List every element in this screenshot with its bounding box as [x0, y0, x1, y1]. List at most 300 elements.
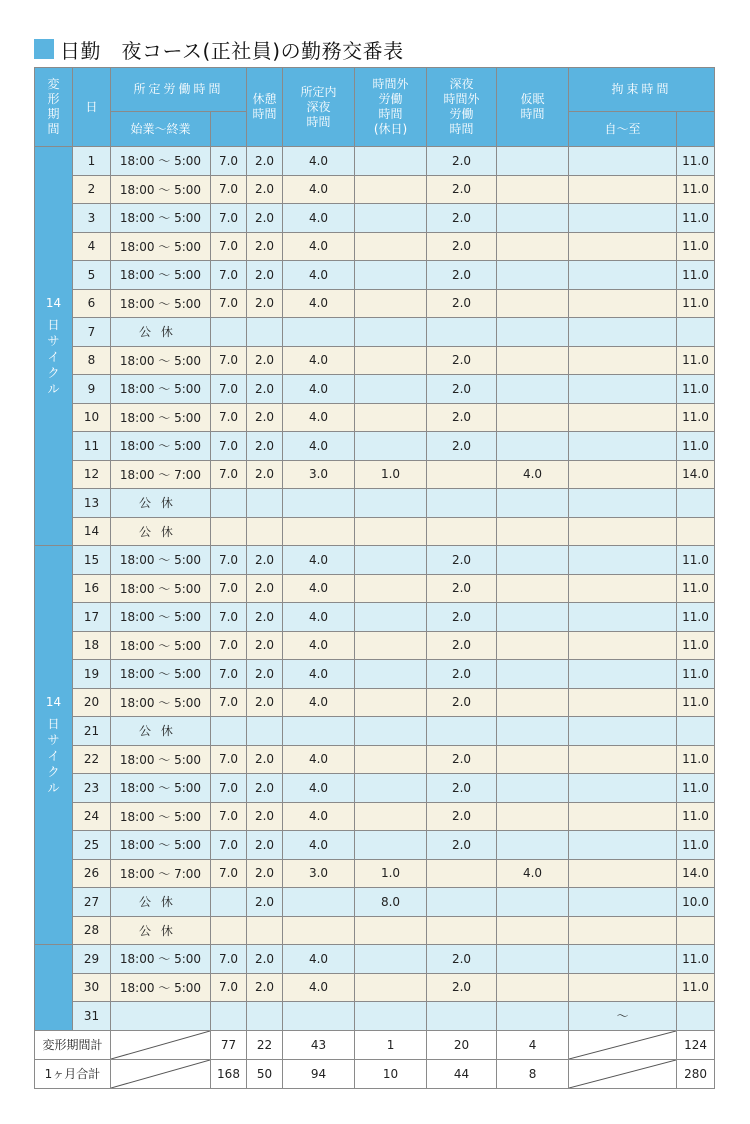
work-hours-cell: 7.0 — [211, 859, 247, 888]
day-cell: 24 — [73, 802, 111, 831]
table-row — [35, 346, 715, 375]
total-work-cell: 168 — [211, 1059, 247, 1088]
work-hours-cell: 7.0 — [211, 204, 247, 233]
scheduled-night-cell: 4.0 — [283, 774, 355, 803]
restraint-cell: 11.0 — [677, 403, 715, 432]
from-to-cell — [569, 346, 677, 375]
from-to-cell — [569, 232, 677, 261]
nap-cell — [497, 945, 569, 974]
day-cell: 10 — [73, 403, 111, 432]
from-to-cell — [569, 517, 677, 546]
overtime-holiday-cell: 1.0 — [355, 460, 427, 489]
from-to-cell — [569, 460, 677, 489]
overtime-holiday-cell — [355, 318, 427, 347]
break-cell — [247, 517, 283, 546]
header-restraint: 拘束時間 — [569, 68, 715, 112]
scheduled-night-cell — [283, 916, 355, 945]
scheduled-night-cell: 4.0 — [283, 261, 355, 290]
nap-cell — [497, 232, 569, 261]
table-row — [35, 888, 715, 917]
header-blank-restraint — [677, 112, 715, 147]
overtime-holiday-cell — [355, 1002, 427, 1031]
restraint-cell: 11.0 — [677, 945, 715, 974]
overtime-holiday-cell — [355, 175, 427, 204]
scheduled-night-cell: 3.0 — [283, 460, 355, 489]
restraint-cell: 11.0 — [677, 802, 715, 831]
break-cell: 2.0 — [247, 945, 283, 974]
nap-cell — [497, 603, 569, 632]
table-row — [35, 546, 715, 575]
total-work-cell: 77 — [211, 1030, 247, 1059]
overtime-holiday-cell — [355, 232, 427, 261]
restraint-cell — [677, 318, 715, 347]
nap-cell — [497, 831, 569, 860]
work-hours-cell — [211, 489, 247, 518]
night-overtime-cell: 2.0 — [427, 745, 497, 774]
nap-cell — [497, 973, 569, 1002]
total-ot-cell: 1 — [355, 1030, 427, 1059]
diagonal-slash-cell — [111, 1059, 211, 1088]
restraint-cell — [677, 1002, 715, 1031]
night-overtime-cell: 2.0 — [427, 603, 497, 632]
from-to-cell — [569, 688, 677, 717]
total-brk-cell: 50 — [247, 1059, 283, 1088]
restraint-cell: 11.0 — [677, 289, 715, 318]
table-row — [35, 289, 715, 318]
nap-cell — [497, 574, 569, 603]
scheduled-night-cell: 4.0 — [283, 945, 355, 974]
restraint-cell: 11.0 — [677, 745, 715, 774]
scheduled-night-cell: 4.0 — [283, 432, 355, 461]
work-hours-cell: 7.0 — [211, 346, 247, 375]
header-start-end: 始業～終業 — [111, 112, 211, 147]
time-cell: 公 休 — [111, 489, 211, 518]
restraint-cell: 11.0 — [677, 774, 715, 803]
restraint-cell: 11.0 — [677, 261, 715, 290]
scheduled-night-cell: 4.0 — [283, 688, 355, 717]
day-cell: 7 — [73, 318, 111, 347]
from-to-cell — [569, 289, 677, 318]
overtime-holiday-cell — [355, 945, 427, 974]
table-row — [35, 660, 715, 689]
table-row — [35, 688, 715, 717]
overtime-holiday-cell — [355, 802, 427, 831]
time-cell: 18:00 ～ 5:00 — [111, 831, 211, 860]
overtime-holiday-cell — [355, 831, 427, 860]
period-label: ル — [47, 382, 60, 396]
overtime-holiday-cell — [355, 289, 427, 318]
night-overtime-cell: 2.0 — [427, 546, 497, 575]
scheduled-night-cell: 4.0 — [283, 631, 355, 660]
nap-cell — [497, 147, 569, 176]
nap-cell — [497, 318, 569, 347]
time-cell: 公 休 — [111, 318, 211, 347]
restraint-cell — [677, 517, 715, 546]
work-hours-cell: 7.0 — [211, 432, 247, 461]
overtime-holiday-cell — [355, 432, 427, 461]
header-from-to: 自～至 — [569, 112, 677, 147]
night-overtime-cell: 2.0 — [427, 403, 497, 432]
time-cell: 18:00 ～ 7:00 — [111, 859, 211, 888]
day-cell: 12 — [73, 460, 111, 489]
night-overtime-cell — [427, 916, 497, 945]
table-row — [35, 603, 715, 632]
scheduled-night-cell — [283, 489, 355, 518]
from-to-cell — [569, 403, 677, 432]
table-row — [35, 147, 715, 176]
time-cell: 18:00 ～ 5:00 — [111, 660, 211, 689]
time-cell: 18:00 ～ 5:00 — [111, 688, 211, 717]
break-cell — [247, 717, 283, 746]
from-to-cell: ～ — [569, 1002, 677, 1031]
from-to-cell — [569, 717, 677, 746]
total-row — [35, 1030, 715, 1059]
break-cell: 2.0 — [247, 346, 283, 375]
period-label: 日 — [47, 318, 60, 332]
day-cell: 17 — [73, 603, 111, 632]
overtime-holiday-cell — [355, 147, 427, 176]
header-break: 休憩 時間 — [247, 68, 283, 147]
nap-cell — [497, 688, 569, 717]
nap-cell — [497, 774, 569, 803]
overtime-holiday-cell — [355, 774, 427, 803]
from-to-cell — [569, 574, 677, 603]
scheduled-night-cell: 3.0 — [283, 859, 355, 888]
nap-cell: 4.0 — [497, 460, 569, 489]
scheduled-night-cell: 4.0 — [283, 147, 355, 176]
break-cell: 2.0 — [247, 375, 283, 404]
time-cell: 18:00 ～ 5:00 — [111, 631, 211, 660]
from-to-cell — [569, 261, 677, 290]
break-cell: 2.0 — [247, 403, 283, 432]
scheduled-night-cell — [283, 888, 355, 917]
table-row — [35, 204, 715, 233]
period-cell — [35, 945, 73, 1031]
night-overtime-cell: 2.0 — [427, 375, 497, 404]
from-to-cell — [569, 432, 677, 461]
scheduled-night-cell: 4.0 — [283, 574, 355, 603]
total-label: 1ヶ月合計 — [35, 1059, 111, 1088]
overtime-holiday-cell — [355, 688, 427, 717]
work-hours-cell: 7.0 — [211, 973, 247, 1002]
restraint-cell: 11.0 — [677, 603, 715, 632]
overtime-holiday-cell — [355, 204, 427, 233]
break-cell — [247, 1002, 283, 1031]
break-cell: 2.0 — [247, 232, 283, 261]
shift-roster-table — [34, 67, 715, 1089]
break-cell: 2.0 — [247, 660, 283, 689]
nap-cell — [497, 1002, 569, 1031]
break-cell: 2.0 — [247, 688, 283, 717]
day-cell: 20 — [73, 688, 111, 717]
day-cell: 29 — [73, 945, 111, 974]
from-to-cell — [569, 631, 677, 660]
restraint-cell: 11.0 — [677, 432, 715, 461]
total-brk-cell: 22 — [247, 1030, 283, 1059]
break-cell: 2.0 — [247, 147, 283, 176]
time-cell: 公 休 — [111, 717, 211, 746]
overtime-holiday-cell — [355, 489, 427, 518]
total-nightot-cell: 44 — [427, 1059, 497, 1088]
total-nap-cell: 8 — [497, 1059, 569, 1088]
period-cell — [35, 546, 73, 945]
time-cell: 18:00 ～ 5:00 — [111, 945, 211, 974]
day-cell: 30 — [73, 973, 111, 1002]
break-cell — [247, 318, 283, 347]
time-cell: 18:00 ～ 5:00 — [111, 346, 211, 375]
break-cell: 2.0 — [247, 802, 283, 831]
night-overtime-cell: 2.0 — [427, 432, 497, 461]
time-cell: 18:00 ～ 5:00 — [111, 289, 211, 318]
table-row — [35, 318, 715, 347]
scheduled-night-cell: 4.0 — [283, 831, 355, 860]
day-cell: 27 — [73, 888, 111, 917]
restraint-cell: 11.0 — [677, 546, 715, 575]
day-cell: 26 — [73, 859, 111, 888]
overtime-holiday-cell — [355, 574, 427, 603]
time-cell: 18:00 ～ 5:00 — [111, 432, 211, 461]
period-label: ル — [47, 781, 60, 795]
work-hours-cell: 7.0 — [211, 831, 247, 860]
restraint-cell: 14.0 — [677, 460, 715, 489]
time-cell: 18:00 ～ 5:00 — [111, 204, 211, 233]
night-overtime-cell: 2.0 — [427, 688, 497, 717]
from-to-cell — [569, 175, 677, 204]
scheduled-night-cell: 4.0 — [283, 403, 355, 432]
day-cell: 21 — [73, 717, 111, 746]
scheduled-night-cell: 4.0 — [283, 232, 355, 261]
night-overtime-cell: 2.0 — [427, 631, 497, 660]
from-to-cell — [569, 774, 677, 803]
scheduled-night-cell — [283, 517, 355, 546]
nap-cell: 4.0 — [497, 859, 569, 888]
table-row — [35, 831, 715, 860]
work-hours-cell: 7.0 — [211, 631, 247, 660]
period-label: サ — [47, 733, 60, 747]
work-hours-cell — [211, 318, 247, 347]
nap-cell — [497, 517, 569, 546]
table-row — [35, 517, 715, 546]
night-overtime-cell — [427, 517, 497, 546]
work-hours-cell: 7.0 — [211, 232, 247, 261]
time-cell: 公 休 — [111, 888, 211, 917]
header-night-overtime: 深夜 時間外 労働 時間 — [427, 68, 497, 147]
time-cell: 18:00 ～ 5:00 — [111, 802, 211, 831]
from-to-cell — [569, 859, 677, 888]
header-overtime-holiday: 時間外 労働 時間 (休日) — [355, 68, 427, 147]
overtime-holiday-cell — [355, 745, 427, 774]
work-hours-cell: 7.0 — [211, 574, 247, 603]
overtime-holiday-cell — [355, 603, 427, 632]
break-cell: 2.0 — [247, 631, 283, 660]
period-label: ク — [47, 765, 60, 779]
overtime-holiday-cell — [355, 973, 427, 1002]
break-cell: 2.0 — [247, 831, 283, 860]
break-cell — [247, 489, 283, 518]
table-row — [35, 973, 715, 1002]
table-row — [35, 1002, 715, 1031]
period-cell — [35, 147, 73, 546]
table-row — [35, 460, 715, 489]
night-overtime-cell: 2.0 — [427, 175, 497, 204]
night-overtime-cell: 2.0 — [427, 973, 497, 1002]
nap-cell — [497, 175, 569, 204]
work-hours-cell: 7.0 — [211, 375, 247, 404]
break-cell: 2.0 — [247, 204, 283, 233]
overtime-holiday-cell — [355, 261, 427, 290]
nap-cell — [497, 261, 569, 290]
nap-cell — [497, 204, 569, 233]
work-hours-cell: 7.0 — [211, 688, 247, 717]
nap-cell — [497, 717, 569, 746]
restraint-cell: 11.0 — [677, 346, 715, 375]
time-cell: 18:00 ～ 5:00 — [111, 175, 211, 204]
restraint-cell: 11.0 — [677, 631, 715, 660]
day-cell: 18 — [73, 631, 111, 660]
time-cell: 18:00 ～ 5:00 — [111, 774, 211, 803]
time-cell: 18:00 ～ 5:00 — [111, 147, 211, 176]
scheduled-night-cell: 4.0 — [283, 546, 355, 575]
scheduled-night-cell: 4.0 — [283, 204, 355, 233]
diagonal-slash-cell — [569, 1030, 677, 1059]
restraint-cell — [677, 717, 715, 746]
day-cell: 8 — [73, 346, 111, 375]
scheduled-night-cell: 4.0 — [283, 660, 355, 689]
period-label: ク — [47, 366, 60, 380]
header-blank-work — [211, 112, 247, 147]
restraint-cell: 11.0 — [677, 831, 715, 860]
period-label: 14 — [45, 296, 62, 310]
from-to-cell — [569, 888, 677, 917]
work-hours-cell: 7.0 — [211, 261, 247, 290]
total-restraint-cell: 124 — [677, 1030, 715, 1059]
restraint-cell: 11.0 — [677, 232, 715, 261]
night-overtime-cell: 2.0 — [427, 346, 497, 375]
night-overtime-cell: 2.0 — [427, 774, 497, 803]
table-row — [35, 175, 715, 204]
time-cell: 18:00 ～ 5:00 — [111, 973, 211, 1002]
day-cell: 2 — [73, 175, 111, 204]
overtime-holiday-cell — [355, 346, 427, 375]
night-overtime-cell — [427, 318, 497, 347]
work-hours-cell: 7.0 — [211, 403, 247, 432]
overtime-holiday-cell: 8.0 — [355, 888, 427, 917]
break-cell: 2.0 — [247, 460, 283, 489]
break-cell: 2.0 — [247, 175, 283, 204]
day-cell: 1 — [73, 147, 111, 176]
from-to-cell — [569, 745, 677, 774]
scheduled-night-cell: 4.0 — [283, 375, 355, 404]
nap-cell — [497, 546, 569, 575]
scheduled-night-cell: 4.0 — [283, 175, 355, 204]
work-hours-cell: 7.0 — [211, 175, 247, 204]
nap-cell — [497, 660, 569, 689]
restraint-cell: 11.0 — [677, 204, 715, 233]
nap-cell — [497, 375, 569, 404]
restraint-cell: 11.0 — [677, 574, 715, 603]
break-cell: 2.0 — [247, 745, 283, 774]
diagonal-slash-cell — [111, 1030, 211, 1059]
table-row — [35, 489, 715, 518]
total-nightot-cell: 20 — [427, 1030, 497, 1059]
nap-cell — [497, 916, 569, 945]
day-cell: 31 — [73, 1002, 111, 1031]
work-hours-cell: 7.0 — [211, 945, 247, 974]
header-scheduled-hours: 所定労働時間 — [111, 68, 247, 112]
time-cell: 18:00 ～ 5:00 — [111, 232, 211, 261]
time-cell: 公 休 — [111, 517, 211, 546]
day-cell: 5 — [73, 261, 111, 290]
time-cell: 18:00 ～ 5:00 — [111, 375, 211, 404]
scheduled-night-cell — [283, 717, 355, 746]
time-cell — [111, 1002, 211, 1031]
day-cell: 3 — [73, 204, 111, 233]
table-row — [35, 432, 715, 461]
table-row — [35, 375, 715, 404]
nap-cell — [497, 346, 569, 375]
break-cell — [247, 916, 283, 945]
day-cell: 11 — [73, 432, 111, 461]
day-cell: 25 — [73, 831, 111, 860]
restraint-cell: 14.0 — [677, 859, 715, 888]
title-row — [34, 34, 404, 64]
table-row — [35, 859, 715, 888]
header-scheduled-night: 所定内 深夜 時間 — [283, 68, 355, 147]
break-cell: 2.0 — [247, 546, 283, 575]
table-row — [35, 745, 715, 774]
from-to-cell — [569, 973, 677, 1002]
night-overtime-cell — [427, 717, 497, 746]
scheduled-night-cell: 4.0 — [283, 745, 355, 774]
from-to-cell — [569, 147, 677, 176]
restraint-cell: 10.0 — [677, 888, 715, 917]
break-cell: 2.0 — [247, 261, 283, 290]
overtime-holiday-cell — [355, 660, 427, 689]
nap-cell — [497, 631, 569, 660]
table-row — [35, 774, 715, 803]
restraint-cell: 11.0 — [677, 147, 715, 176]
work-hours-cell — [211, 916, 247, 945]
total-night-cell: 43 — [283, 1030, 355, 1059]
total-row — [35, 1059, 715, 1088]
day-cell: 23 — [73, 774, 111, 803]
day-cell: 28 — [73, 916, 111, 945]
day-cell: 19 — [73, 660, 111, 689]
table-row — [35, 717, 715, 746]
night-overtime-cell: 2.0 — [427, 147, 497, 176]
from-to-cell — [569, 831, 677, 860]
night-overtime-cell: 2.0 — [427, 945, 497, 974]
day-cell: 13 — [73, 489, 111, 518]
scheduled-night-cell: 4.0 — [283, 973, 355, 1002]
overtime-holiday-cell — [355, 717, 427, 746]
break-cell: 2.0 — [247, 888, 283, 917]
from-to-cell — [569, 318, 677, 347]
overtime-holiday-cell — [355, 375, 427, 404]
break-cell: 2.0 — [247, 432, 283, 461]
table-row — [35, 945, 715, 974]
table-row — [35, 802, 715, 831]
work-hours-cell: 7.0 — [211, 774, 247, 803]
overtime-holiday-cell — [355, 631, 427, 660]
scheduled-night-cell — [283, 318, 355, 347]
period-label: 日 — [47, 717, 60, 731]
day-cell: 15 — [73, 546, 111, 575]
period-label: サ — [47, 334, 60, 348]
header-period: 変 形 期 間 — [35, 68, 73, 147]
header-nap: 仮眠 時間 — [497, 68, 569, 147]
day-cell: 9 — [73, 375, 111, 404]
